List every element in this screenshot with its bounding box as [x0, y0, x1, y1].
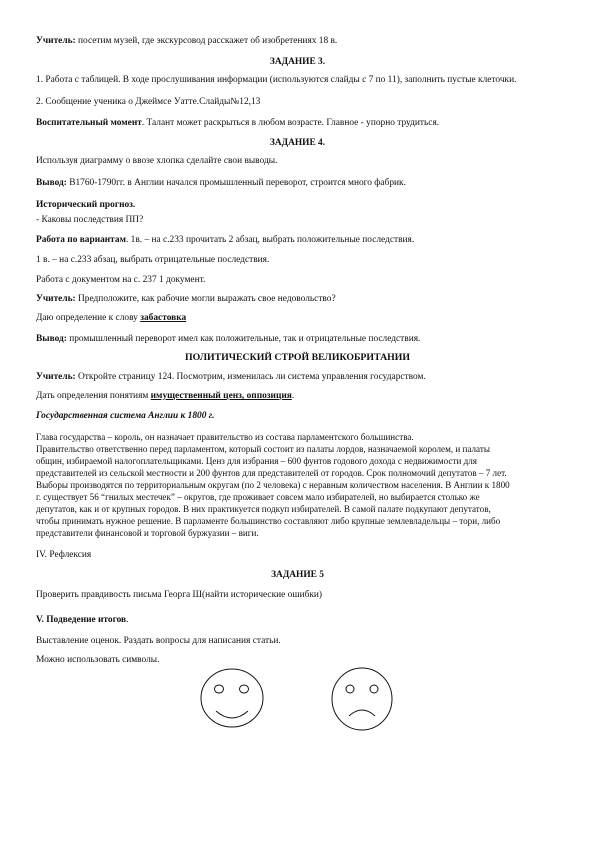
teacher-page-line — [36, 371, 426, 383]
teacher-question-text: Предположите, как рабочие могли выражать свое недовольство? — [75, 294, 336, 304]
conclusion-text-1: В1760-1790гг. в Англии начался промышленный переворот, строится много фабрик. — [66, 178, 406, 188]
teacher-label: Учитель: — [36, 36, 76, 46]
paragraph-line-1: Глава государства – король, он назначает правительство из состава парламентского большинства. — [36, 432, 414, 442]
definitions-terms: имущественный ценз, оппозиция — [150, 391, 292, 401]
grading-line: Выставление оценок. Раздать вопросы для написания статьи. — [36, 636, 281, 646]
definition-strike-line — [36, 312, 186, 324]
educational-moment-label: Воспитательный момент — [36, 118, 142, 128]
teacher-label-2: Учитель: — [36, 294, 76, 304]
strike-term: забастовка — [140, 313, 187, 323]
teacher-label-3: Учитель: — [36, 372, 76, 382]
variant-work-label: Работа по вариантам — [36, 235, 126, 245]
paragraph-line-3: общин, избираемой налогоплательщиками. Ценз для избрания – 600 фунтов годового дохода с недвижимости для — [36, 456, 477, 466]
definitions-line — [36, 390, 294, 402]
variant-work-line — [36, 234, 414, 246]
conclusion-label-2: Вывод: — [36, 334, 67, 344]
historical-forecast-label: Исторический прогноз. — [36, 200, 136, 210]
teacher-question-line — [36, 293, 336, 305]
paragraph-line-2: Правительство ответственно перед парламентом, который состоит из палаты лордов, назначаемой королем, и палаты — [36, 444, 490, 454]
summary-end: . — [126, 615, 129, 625]
task-5-heading: ЗАДАНИЕ 5 — [271, 570, 324, 580]
summary-label: V. Подведение итогов — [36, 615, 127, 625]
teacher-museum-text: посетим музей, где экскурсовод расскажет об изобретениях 18 в. — [75, 36, 338, 46]
teacher-museum-line — [36, 35, 337, 47]
paragraph-line-6: г. существует 56 “гнилых местечек” – округов, где проживает совсем мало избирателей, но выбирается столько же — [36, 492, 480, 502]
smiley-face-icon — [192, 667, 272, 731]
paragraph-line-8: чтобы принимать нужное решение. В парламенте большинство составляют либо крупные землевладельцы – тори, либо — [36, 516, 501, 526]
consequences-question: - Каковы последствия ПП? — [36, 215, 144, 225]
sad-face-icon — [322, 666, 402, 734]
paragraph-line-7: депутатов, как и от крупных городов. В них практикуется подкуп избирателей. В самой палате подкупают депутатов, — [36, 504, 491, 514]
variant-2-line: 1 в. – на с.233 абзац, выбрать отрицательные последствия. — [36, 255, 270, 265]
paragraph-line-9: представители финансовой и торговой буржуазии – виги. — [36, 528, 259, 538]
reflection-line: IV. Рефлексия — [36, 550, 92, 560]
variant-work-text: . 1в. – на с.233 прочитать 2 абзац, выбрать положительные последствия. — [125, 235, 415, 245]
document-work-line: Работа с документом на с. 237 1 документ. — [36, 275, 206, 285]
political-system-heading: ПОЛИТИЧЕСКИЙ СТРОЙ ВЕЛИКОБРИТАНИИ — [184, 352, 411, 363]
teacher-page-text: Откройте страницу 124. Посмотрим, изменилась ли система управления государством. — [75, 372, 426, 382]
paragraph-line-5: Выборы производятся по территориальным округам (по 2 человека) с неравным количеством населения. В Англии к 1800 — [36, 480, 510, 490]
task-3-heading: ЗАДАНИЕ 3. — [269, 57, 326, 67]
definitions-text: Дать определения понятиям — [36, 391, 151, 401]
conclusion-line-1 — [36, 177, 406, 189]
watt-report-line: 2. Сообщение ученика о Джеймсе Уатте.Слайды№12,13 — [36, 97, 261, 107]
state-system-subheading: Государственная система Англии к 1800 г. — [36, 411, 215, 421]
definitions-end: . — [291, 391, 295, 401]
task-4-heading: ЗАДАНИЕ 4. — [269, 138, 326, 148]
educational-moment-text: . Талант может раскрыться в любом возрасте. Главное - упорно трудиться. — [141, 118, 440, 128]
table-work-line: 1. Работа с таблицей. В ходе прослушивания информации (используются слайды с 7 по 11), заполнить пустые клеточки. — [36, 75, 517, 85]
diagram-line: Используя диаграмму о ввозе хлопка сделайте свои выводы. — [36, 156, 278, 166]
symbols-line: Можно использовать символы. — [36, 655, 160, 665]
summary-line — [36, 614, 128, 626]
paragraph-line-4: представителей из сельской местности и 200 фунтов для представителей от городов. Срок полномочий депутатов – 7 лет. — [36, 468, 507, 478]
educational-moment-line — [36, 117, 439, 129]
conclusion-text-2: промышленный переворот имел как положительные, так и отрицательные последствия. — [66, 334, 421, 344]
conclusion-line-2 — [36, 333, 420, 345]
george-letter-line: Проверить правдивость письма Георга Ш(найти исторические ошибки) — [36, 590, 323, 600]
definition-text: Даю определение к слову — [36, 313, 141, 323]
conclusion-label: Вывод: — [36, 178, 67, 188]
